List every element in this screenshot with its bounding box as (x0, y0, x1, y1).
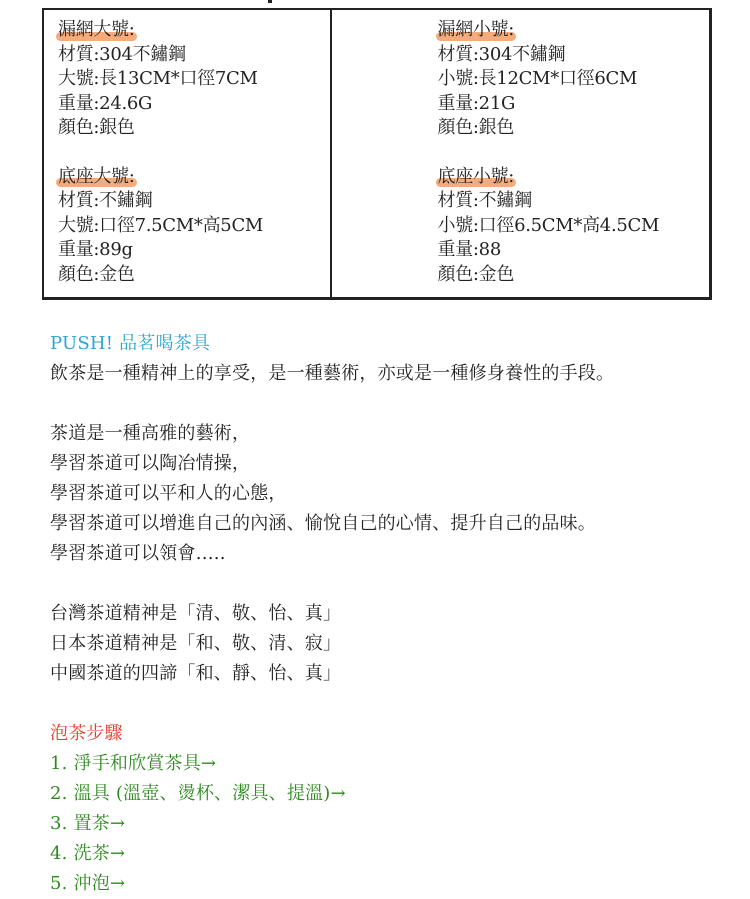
spec-title: 底座小號: (438, 165, 515, 190)
spirit-line: 台灣茶道精神是「清、敬、怡、真」 (50, 603, 342, 624)
spec-line: 小號:長12CM*口徑6CM (437, 68, 638, 89)
art-line: 學習茶道可以增進自己的內涵、愉悅自己的心情、提升自己的品味。 (50, 513, 596, 534)
top-edge-line (268, 0, 272, 3)
spec-line: 材質:304不鏽鋼 (58, 43, 186, 65)
spec-line: 大號:口徑7.5CM*高5CM (58, 214, 264, 236)
spirit-line: 日本茶道精神是「和、敬、清、寂」 (50, 633, 342, 654)
spec-block-strainer-large (58, 18, 330, 141)
intro-text: 飲茶是一種精神上的享受，是一種藝術，亦或是一種修身養性的手段。 (50, 363, 615, 384)
steps-title: 泡茶步驟 (50, 723, 123, 744)
spec-title: 漏網大號: (58, 18, 135, 43)
spec-line: 顏色:銀色 (437, 117, 515, 138)
step-item: 1. 淨手和欣賞茶具→ (50, 753, 217, 774)
art-line: 學習茶道可以領會….. (50, 543, 226, 564)
spec-line: 大號:長13CM*口徑7CM (58, 68, 258, 89)
spec-table (42, 8, 712, 300)
spec-line: 材質:不鏽鋼 (437, 190, 532, 211)
spec-line: 重量:24.6G (58, 92, 153, 114)
spirit-line: 中國茶道的四諦「和、靜、怡、真」 (50, 663, 342, 684)
spec-line: 顏色:金色 (437, 263, 515, 285)
spec-column-small (332, 10, 710, 297)
spec-title: 底座大號: (58, 165, 135, 190)
art-line: 學習茶道可以陶冶情操， (50, 453, 251, 474)
art-line: 茶道是一種高雅的藝術， (50, 423, 251, 444)
step-item: 4. 洗茶→ (50, 843, 126, 864)
spec-line: 材質:304不鏽鋼 (437, 43, 566, 65)
spec-line: 顏色:銀色 (58, 117, 135, 138)
spec-title: 漏網小號: (438, 18, 515, 43)
spec-block-base-small (438, 165, 710, 288)
spec-line: 重量:88 (437, 239, 501, 260)
push-title: PUSH! 品茗喝茶具 (50, 333, 211, 354)
step-item: 5. 沖泡→ (50, 873, 126, 894)
spec-column-large (44, 10, 332, 297)
art-line: 學習茶道可以平和人的心態， (50, 483, 287, 504)
spec-line: 材質:不鏽鋼 (58, 190, 153, 211)
step-item: 2. 溫具 (溫壺、燙杯、潔具、提溫)→ (50, 783, 346, 804)
spec-line: 小號:口徑6.5CM*高4.5CM (437, 214, 660, 236)
spec-line: 重量:21G (437, 92, 516, 114)
spec-block-strainer-small (438, 18, 710, 141)
article-body (50, 329, 740, 899)
spec-line: 顏色:金色 (58, 263, 135, 285)
spec-block-base-large (58, 165, 330, 288)
spec-line: 重量:89g (58, 239, 133, 260)
step-item: 3. 置茶→ (50, 813, 126, 834)
